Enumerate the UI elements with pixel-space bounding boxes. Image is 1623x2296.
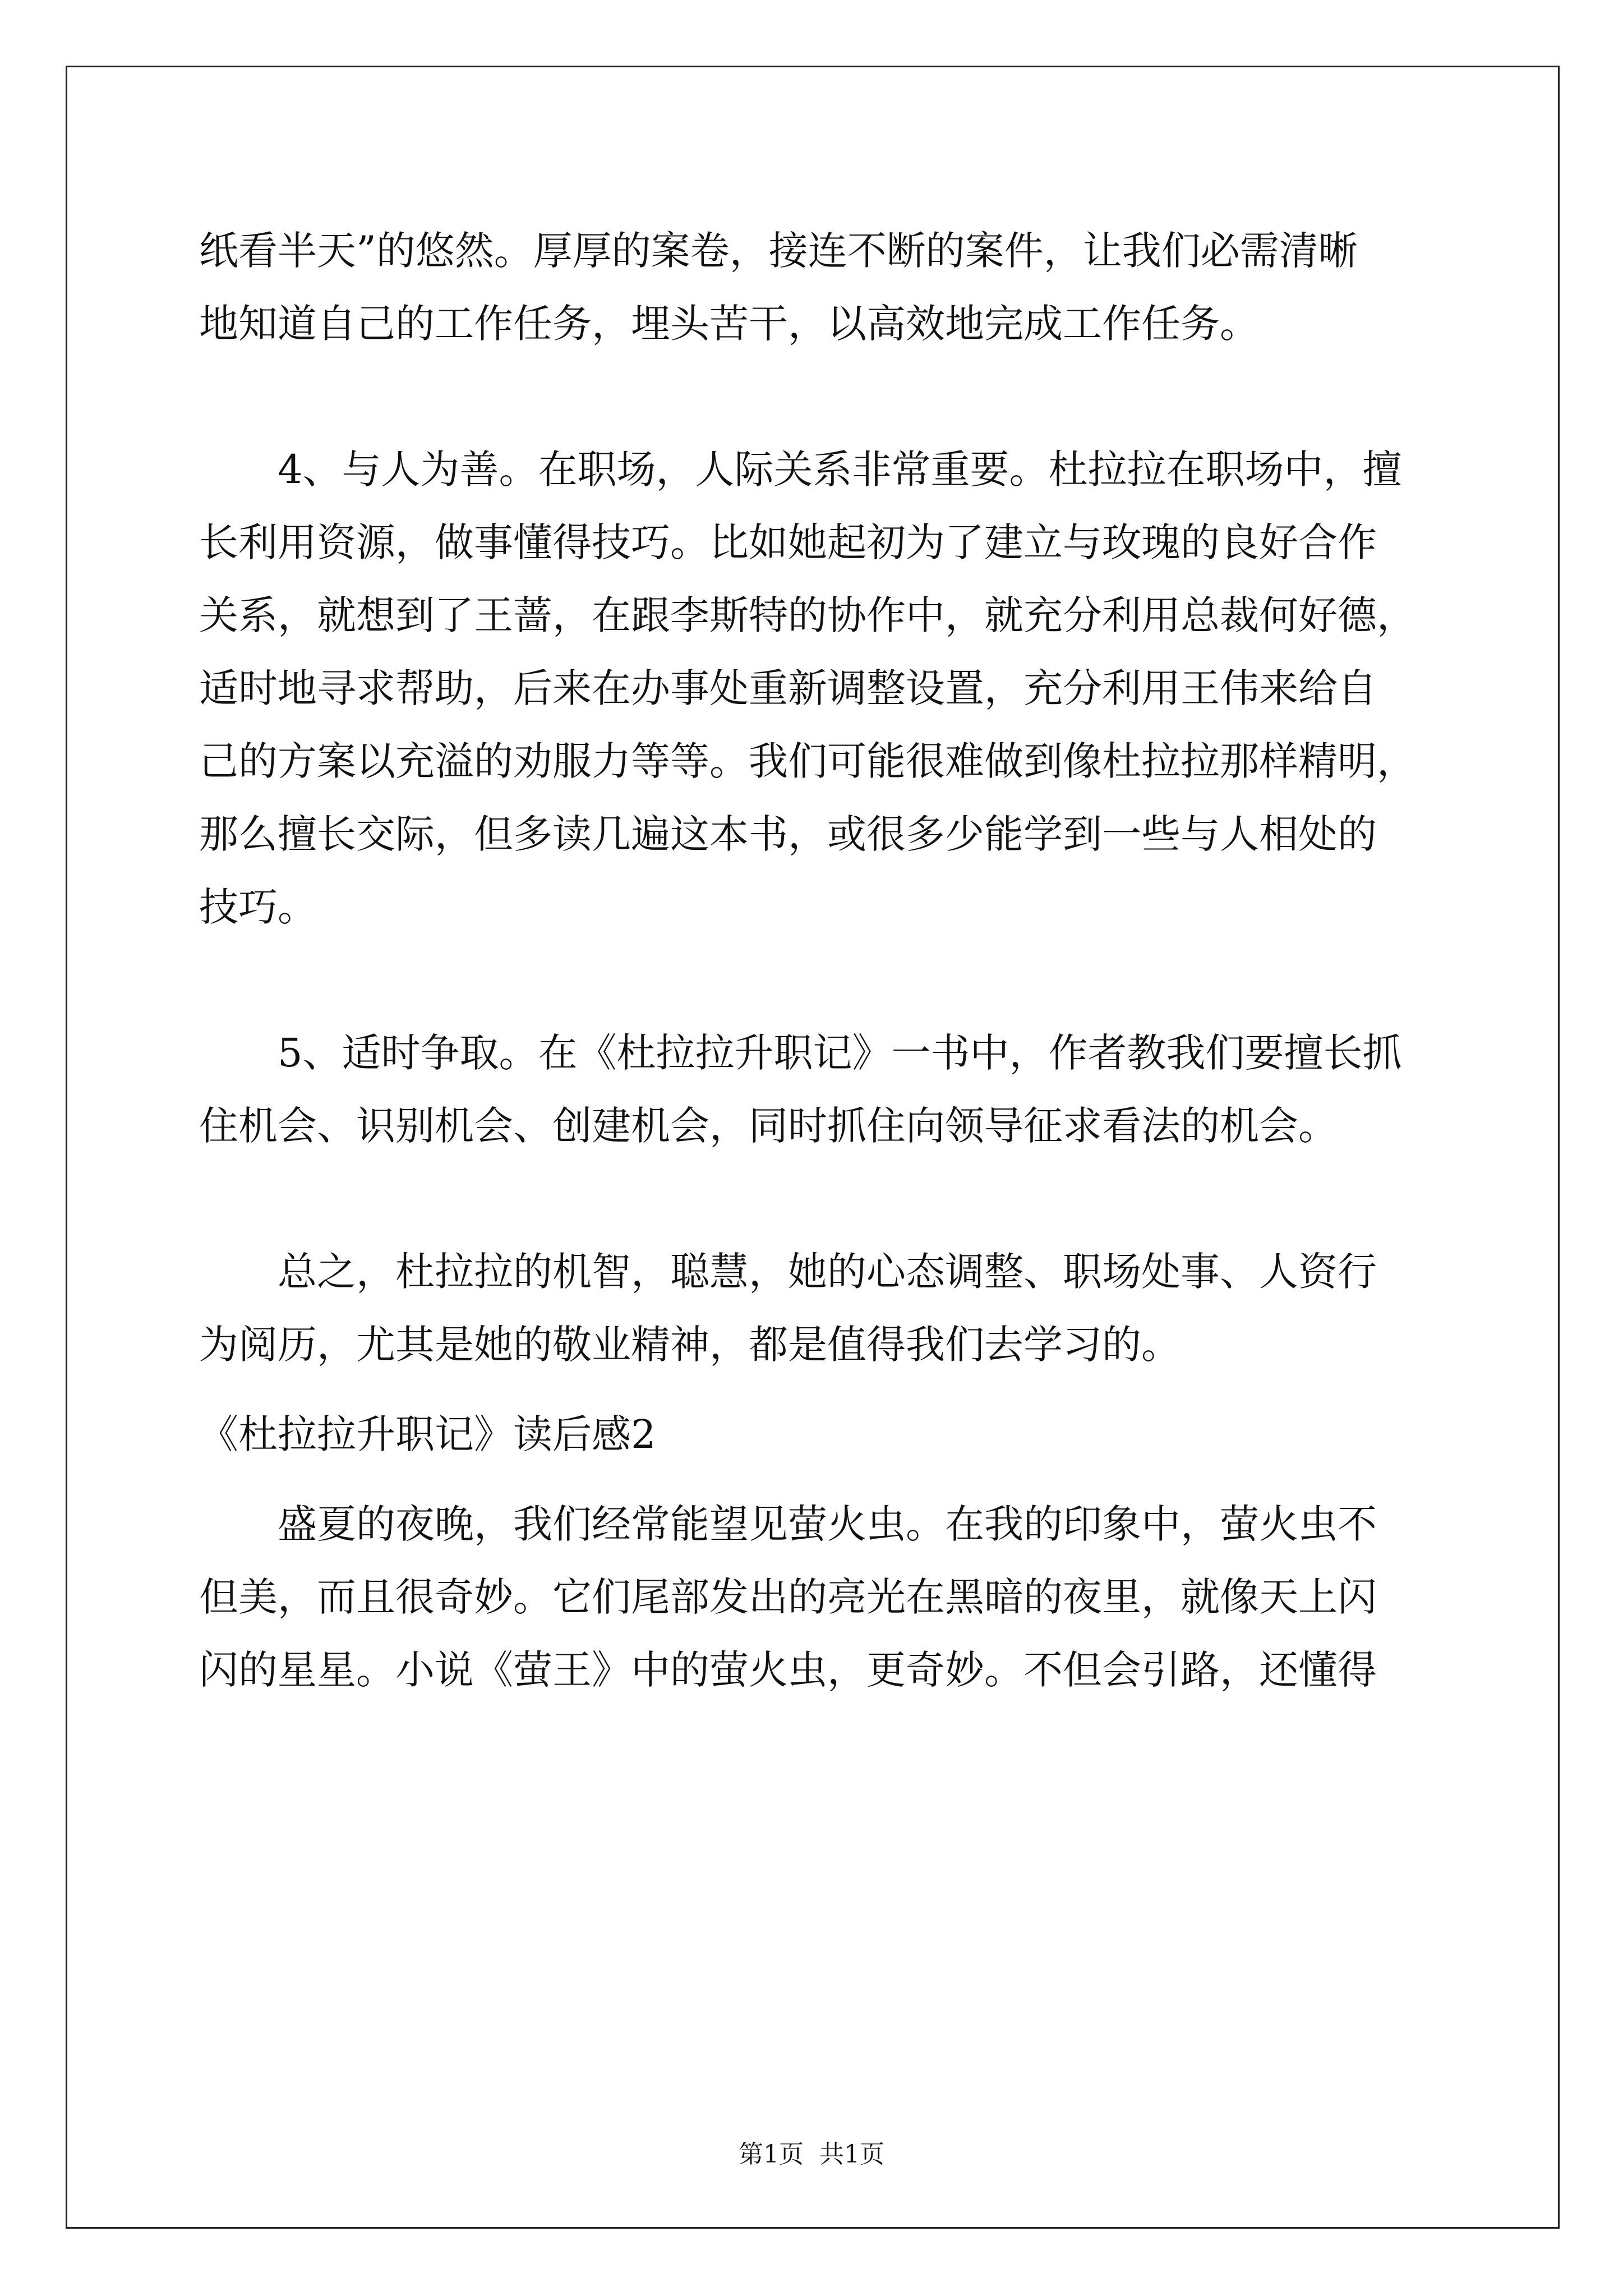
text-line: 为阅历，尤其是她的敬业精神，都是值得我们去学习的。 [199, 1322, 1181, 1368]
text-line: 4、与人为善。在职场，人际关系非常重要。杜拉拉在职场中，擅 [278, 447, 1402, 493]
page-footer: 第1页 共1页 [739, 2140, 884, 2169]
text-line: 那么擅长交际，但多读几遍这本书，或很多少能学到一些与人相处的 [199, 811, 1377, 857]
text-line: 纸看半天”的悠然。厚厚的案卷，接连不断的案件，让我们必需清晰 [199, 228, 1358, 274]
text-line: 适时地寻求帮助，后来在办事处重新调整设置，充分利用王伟来给自 [199, 665, 1377, 711]
text-line: 关系，就想到了王蔷，在跟李斯特的协作中，就充分利用总裁何好德， [199, 592, 1416, 638]
text-line: 技巧。 [199, 884, 317, 930]
text-line: 盛夏的夜晚，我们经常能望见萤火虫。在我的印象中，萤火虫不 [278, 1501, 1377, 1547]
text-line: 住机会、识别机会、创建机会，同时抓住向领导征求看法的机会。 [199, 1103, 1338, 1149]
text-line: 长利用资源，做事懂得技巧。比如她起初为了建立与玫瑰的良好合作 [199, 519, 1377, 565]
text-line: 己的方案以充溢的劝服力等等。我们可能很难做到像杜拉拉那样精明， [199, 738, 1416, 784]
text-line: 闪的星星。小说《萤王》中的萤火虫，更奇妙。不但会引路，还懂得 [199, 1647, 1377, 1693]
text-line: 5、适时争取。在《杜拉拉升职记》一书中，作者教我们要擅长抓 [278, 1030, 1402, 1076]
text-line: 但美，而且很奇妙。它们尾部发出的亮光在黑暗的夜里，就像天上闪 [199, 1574, 1377, 1620]
text-line: 地知道自己的工作任务，埋头苦干，以高效地完成工作任务。 [199, 301, 1259, 347]
text-line: 总之，杜拉拉的机智，聪慧，她的心态调整、职场处事、人资行 [278, 1249, 1377, 1295]
section-heading: 《杜拉拉升职记》读后感2 [199, 1411, 656, 1457]
